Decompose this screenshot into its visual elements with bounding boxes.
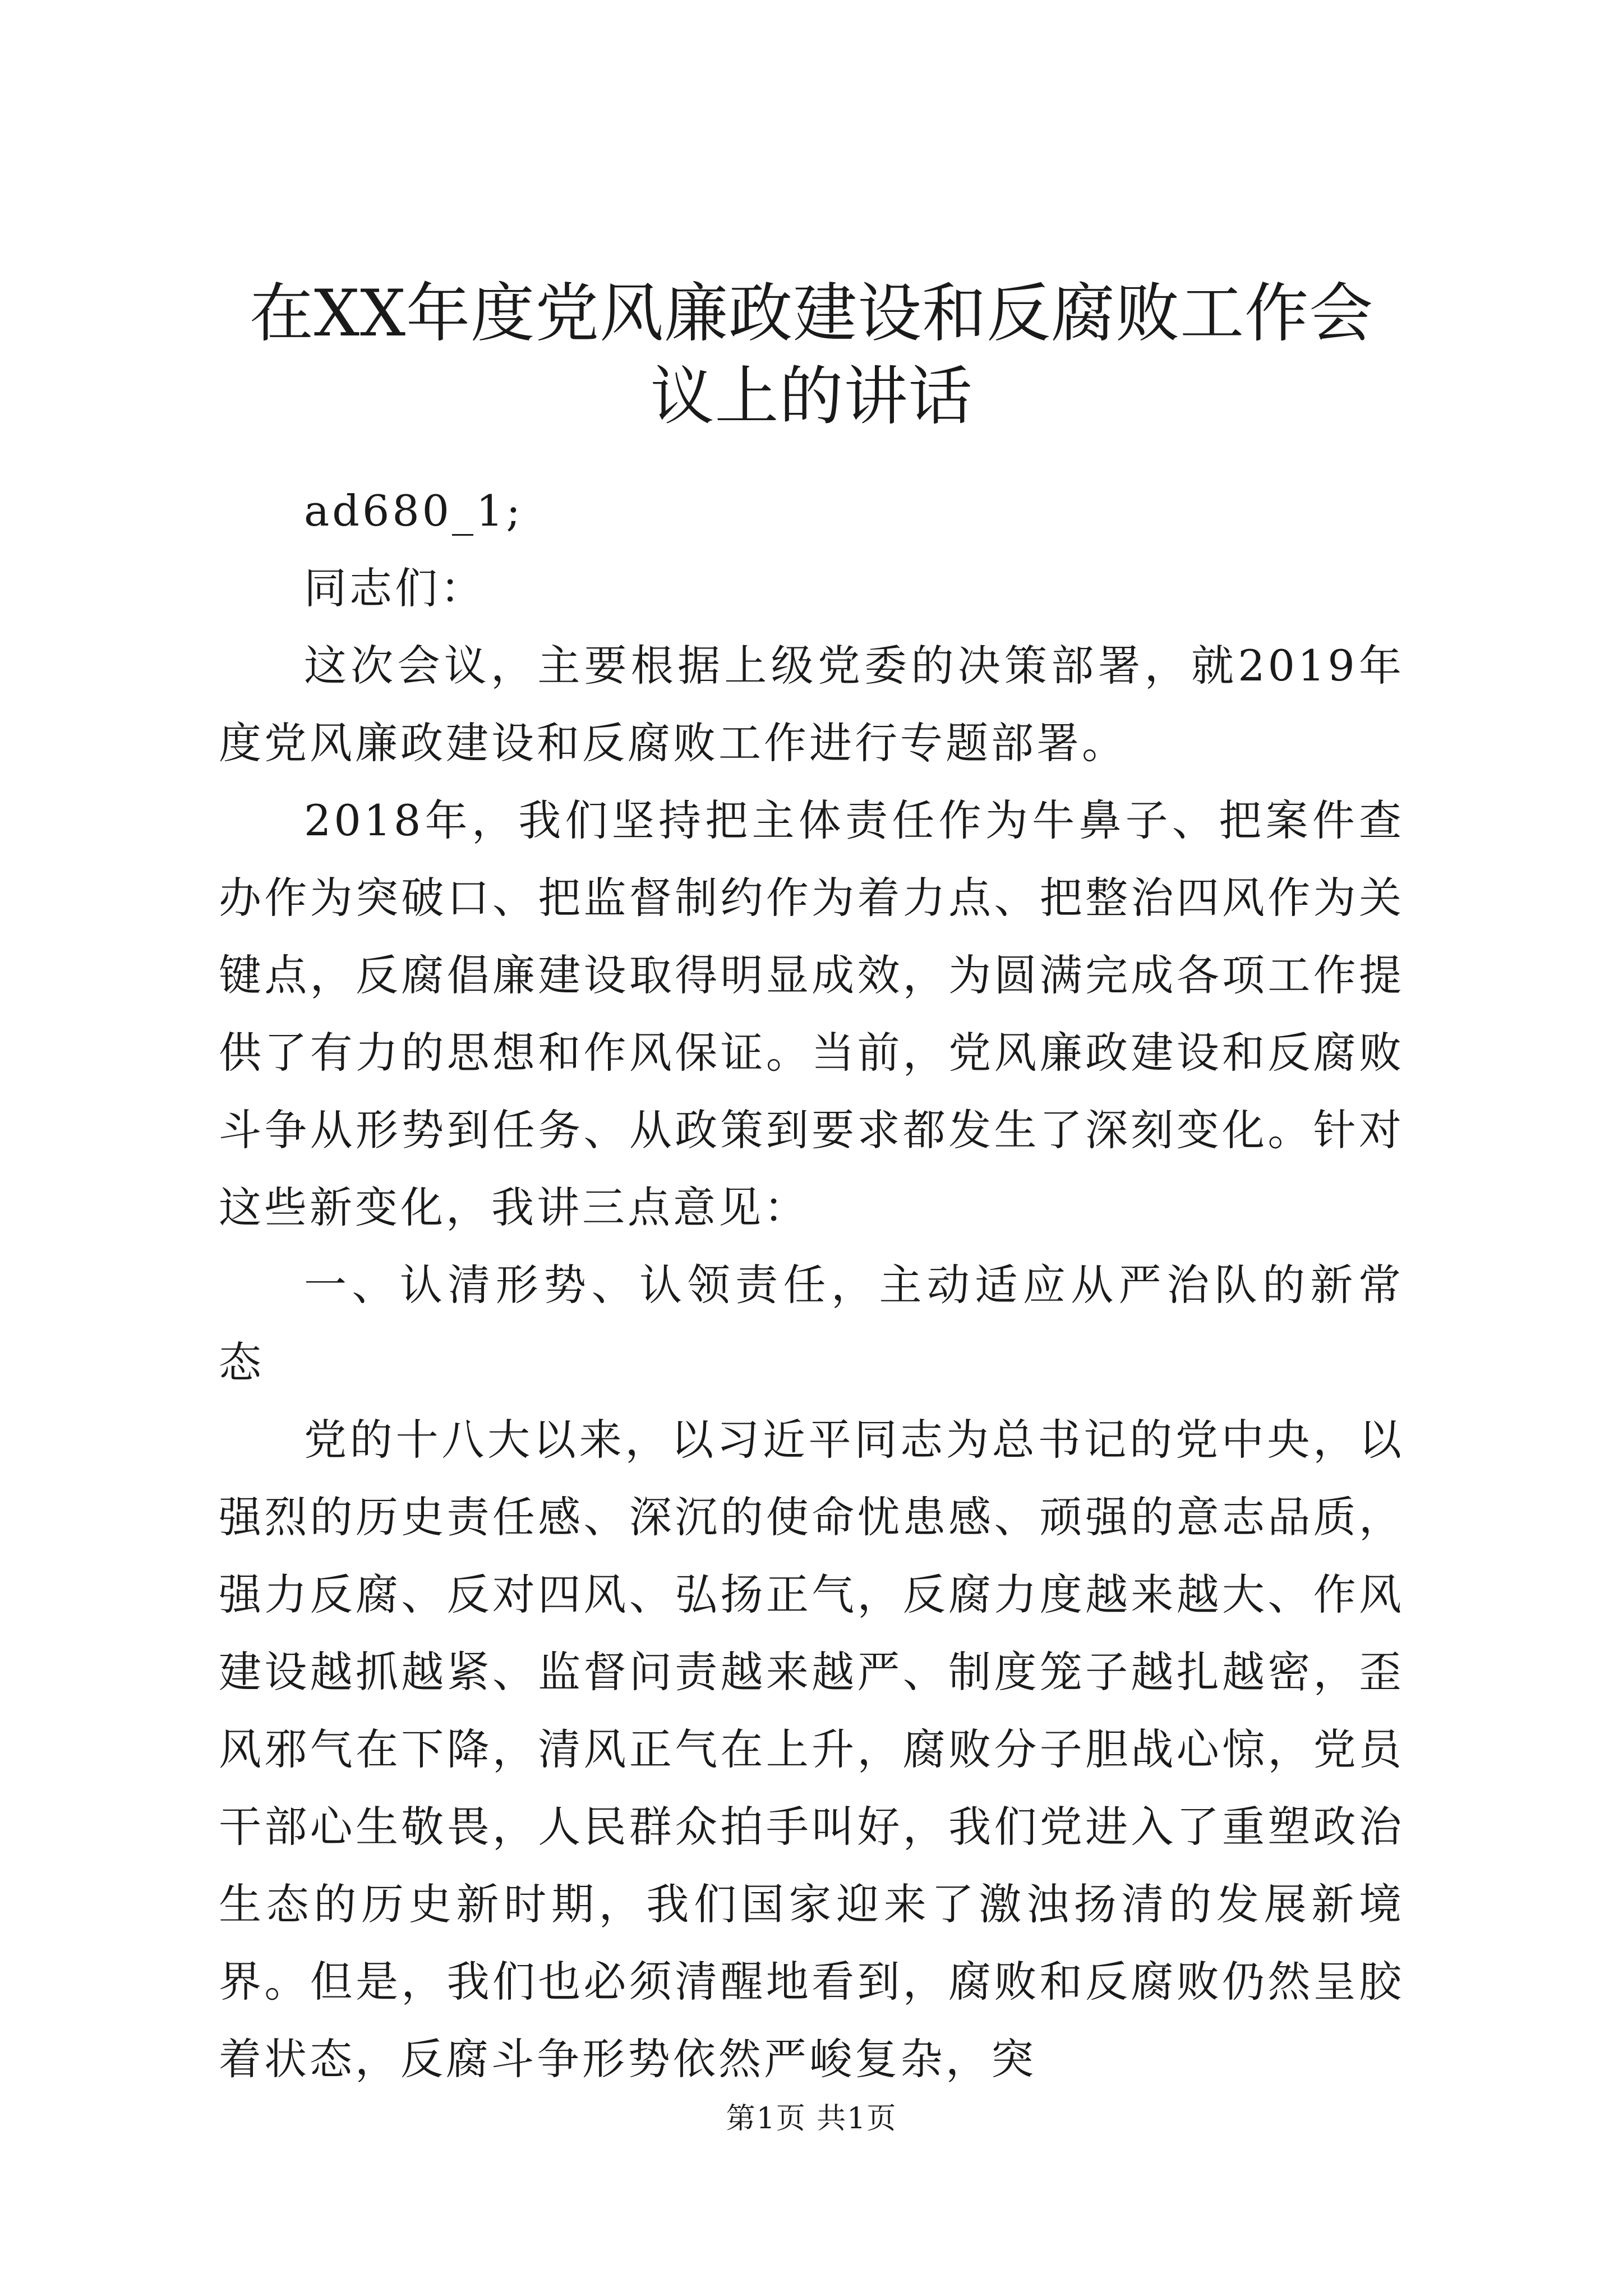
paragraph-salutation: 同志们：: [304, 563, 486, 613]
paragraph-code: ad680_1;: [304, 486, 523, 536]
paragraph-situation: 党的十八大以来，以习近平同志为总书记的党中央，以强烈的历史责任感、深沉的使命忧患感、顽强的意志品质，强力反腐、反对四风、弘扬正气，反腐力度越来越大、作风建设越抓越紧、监督问责越来越严、制度笼子越扎越密，歪风邪气在下降，清风正气在上升，腐败分子胆战心惊，党员干部心生敬畏，人民群众拍手叫好，我们党进入了重塑政治生态的历史新时期，我们国家迎来了激浊扬清的发展新境界。但是，我们也必须清醒地看到，腐败和反腐败仍然呈胶着状态，反腐斗争形势依然严峻复杂，突: [219, 1415, 1404, 2084]
document-title: 在XX年度党风廉政建设和反腐败工作会议上的讲话: [249, 276, 1374, 434]
document-body: [219, 472, 1404, 2098]
page-footer: 第1页 共1页: [726, 2102, 897, 2136]
paragraph-review: 2018年，我们坚持把主体责任作为牛鼻子、把案件查办作为突破口、把监督制约作为着力点、把整治四风作为关键点，反腐倡廉建设取得明显成效，为圆满完成各项工作提供了有力的思想和作风保证。当前，党风廉政建设和反腐败斗争从形势到任务、从政策到要求都发生了深刻变化。针对这些新变化，我讲三点意见：: [219, 795, 1404, 1232]
section-heading-one: 一、认清形势、认领责任，主动适应从严治队的新常态: [219, 1260, 1404, 1387]
paragraph-intro: 这次会议，主要根据上级党委的决策部署，就2019年度党风廉政建设和反腐败工作进行专题部署。: [219, 641, 1404, 768]
